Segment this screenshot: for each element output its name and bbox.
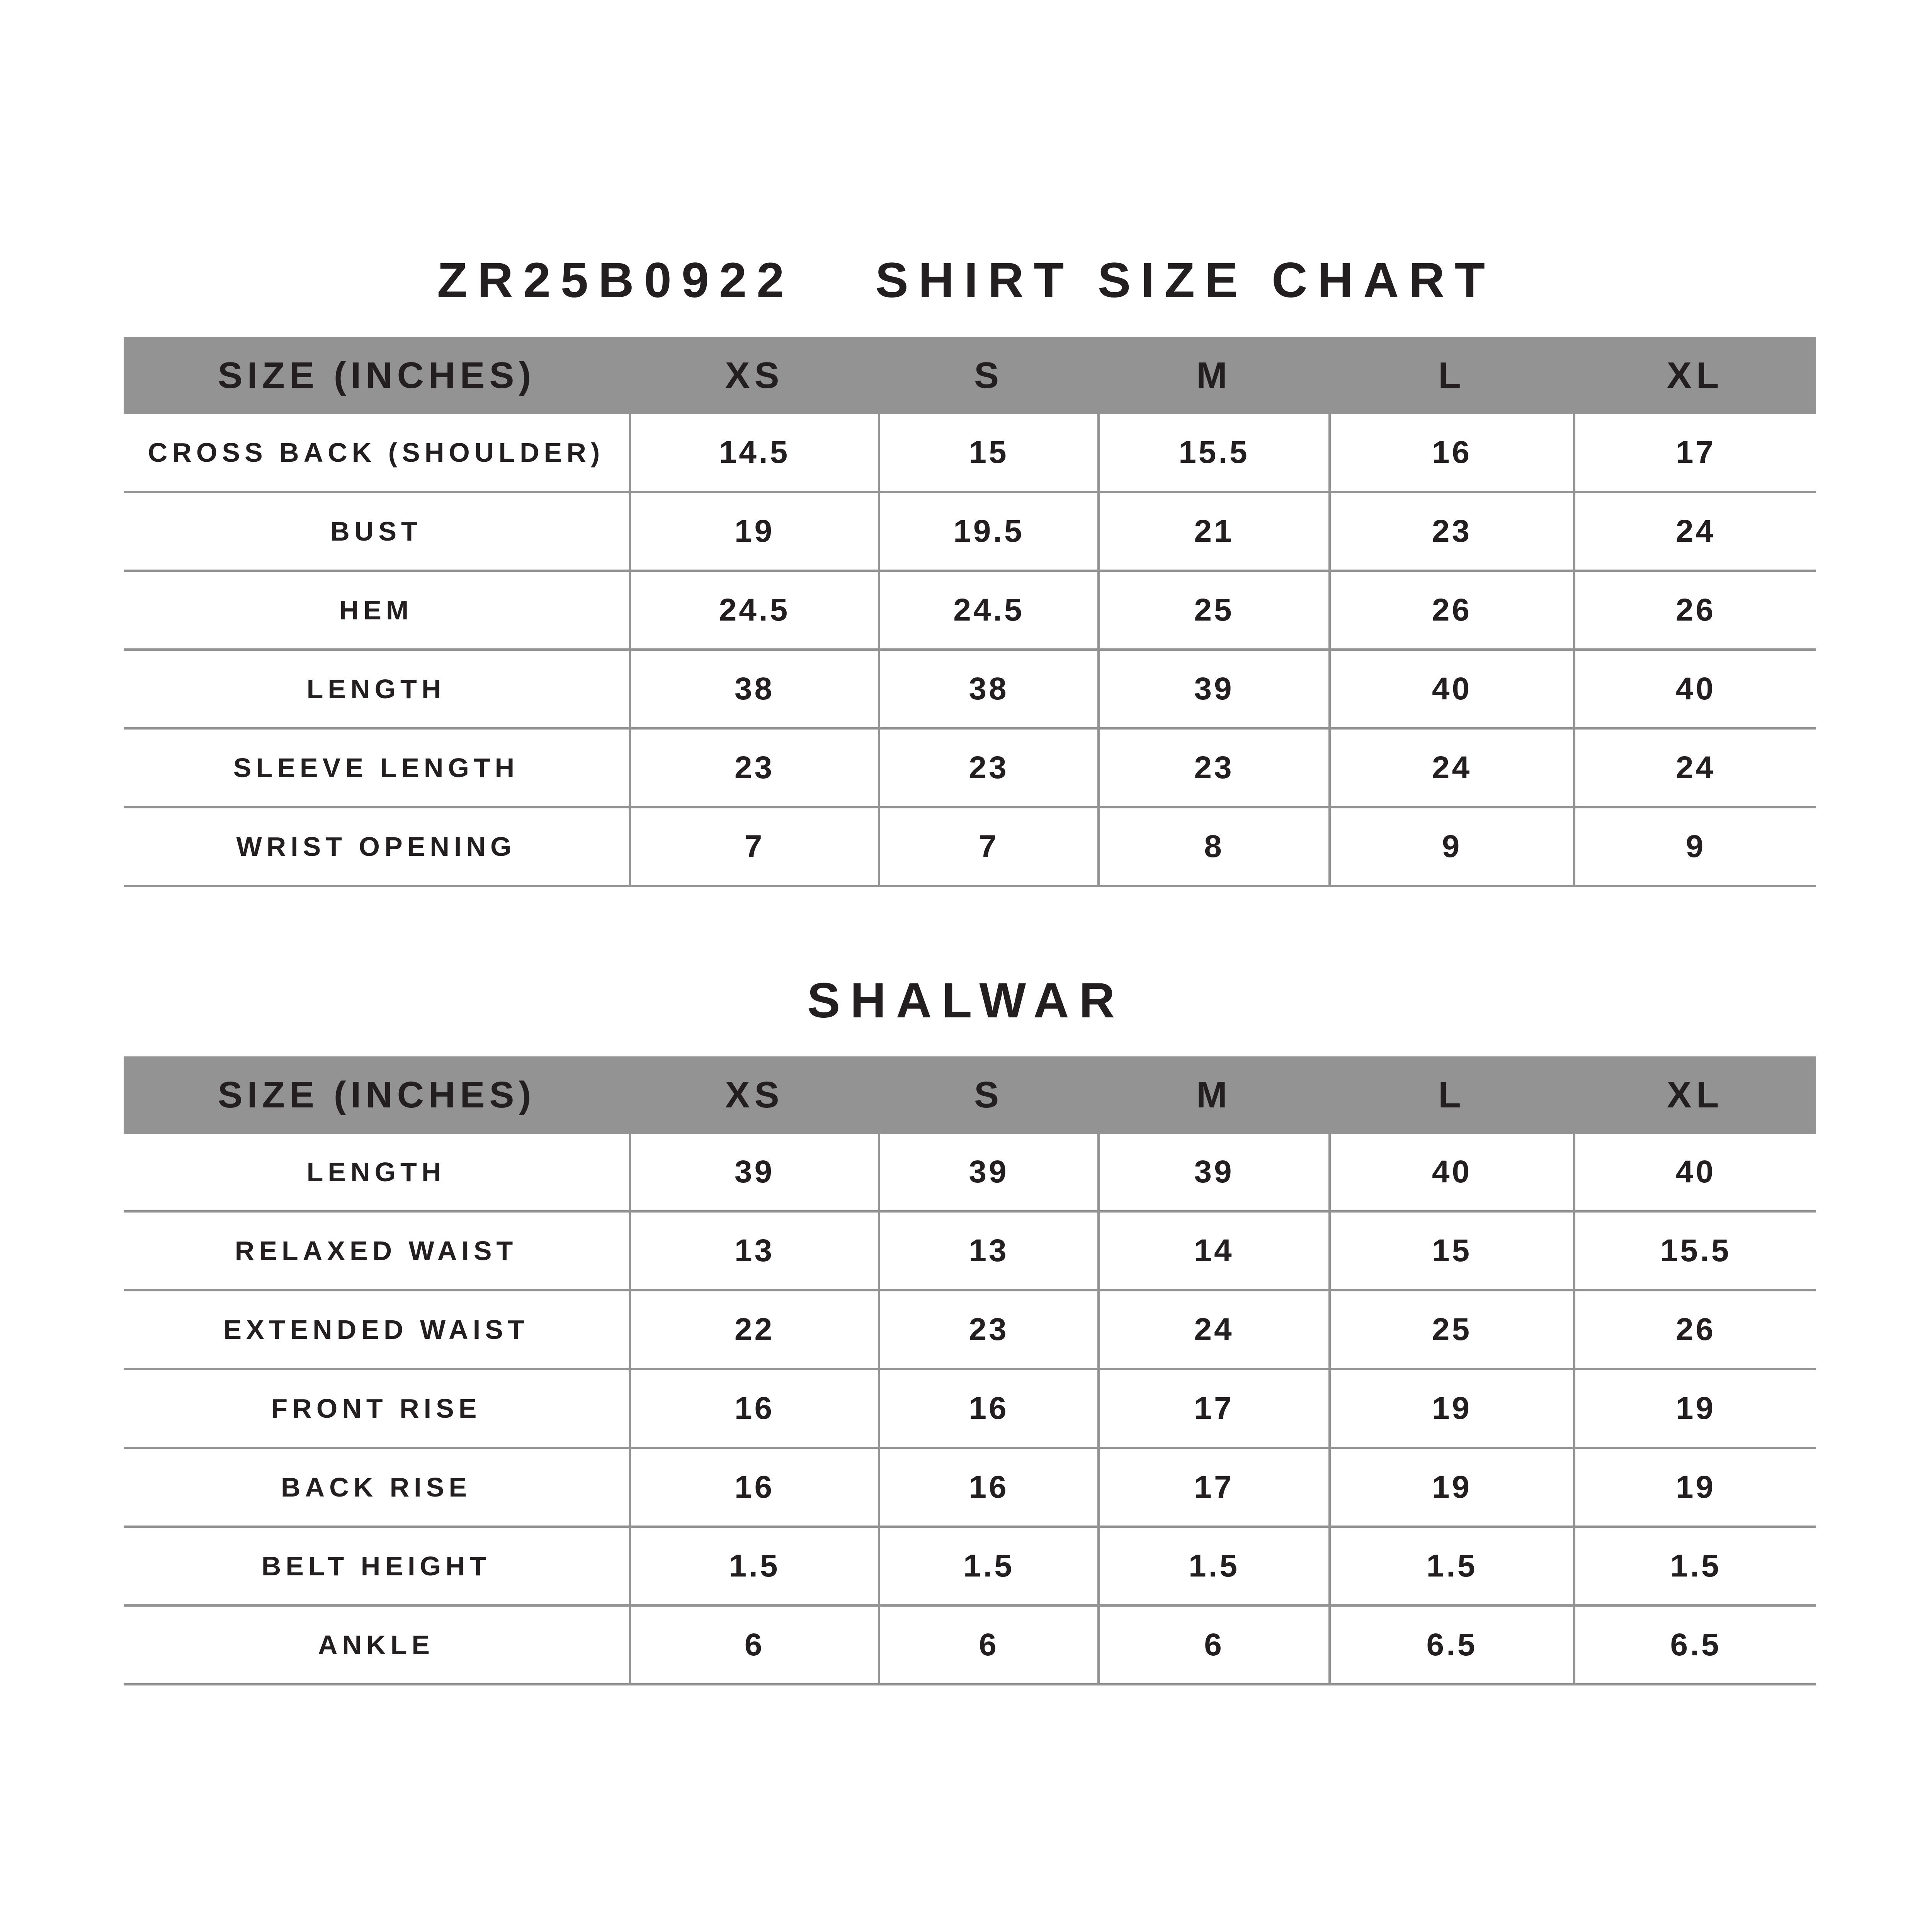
size-s-value: 6 bbox=[879, 1605, 1099, 1684]
size-xs-value: 13 bbox=[630, 1211, 879, 1290]
header-row bbox=[124, 1056, 1816, 1134]
measurement-label: RELAXED WAIST bbox=[124, 1211, 630, 1290]
size-m-value: 6 bbox=[1099, 1605, 1330, 1684]
measurement-label: BACK RISE bbox=[124, 1448, 630, 1527]
size-xl-value: 17 bbox=[1574, 414, 1816, 492]
size-xl-value: 1.5 bbox=[1574, 1527, 1816, 1605]
size-xs-value: 19 bbox=[630, 492, 879, 571]
shalwar-chart-title bbox=[0, 973, 1932, 1028]
table-row bbox=[124, 1369, 1816, 1448]
table-row bbox=[124, 1211, 1816, 1290]
size-xl-value: 19 bbox=[1574, 1369, 1816, 1448]
size-l-value: 40 bbox=[1330, 1134, 1574, 1211]
size-l-value: 26 bbox=[1330, 571, 1574, 650]
size-l-value: 40 bbox=[1330, 650, 1574, 728]
measurement-label: SLEEVE LENGTH bbox=[124, 728, 630, 807]
measurement-label: BELT HEIGHT bbox=[124, 1527, 630, 1605]
table-row bbox=[124, 1605, 1816, 1684]
size-m-value: 17 bbox=[1099, 1448, 1330, 1527]
shirt-size-table bbox=[124, 337, 1816, 887]
measurement-label: CROSS BACK (SHOULDER) bbox=[124, 414, 630, 492]
size-xl-value: 26 bbox=[1574, 571, 1816, 650]
size-m-value: 39 bbox=[1099, 1134, 1330, 1211]
size-s-value: 23 bbox=[879, 1290, 1099, 1369]
size-xs-value: 16 bbox=[630, 1369, 879, 1448]
size-xl-value: 26 bbox=[1574, 1290, 1816, 1369]
size-xl-value: 24 bbox=[1574, 492, 1816, 571]
size-s-value: 38 bbox=[879, 650, 1099, 728]
measurement-label: BUST bbox=[124, 492, 630, 571]
table-row bbox=[124, 807, 1816, 886]
size-xs-value: 1.5 bbox=[630, 1527, 879, 1605]
size-m-value: 23 bbox=[1099, 728, 1330, 807]
product-code: ZR25B0922 bbox=[437, 253, 794, 308]
measurement-label: ANKLE bbox=[124, 1605, 630, 1684]
size-xl-header: XL bbox=[1574, 337, 1816, 414]
table-row bbox=[124, 571, 1816, 650]
size-m-value: 15.5 bbox=[1099, 414, 1330, 492]
size-m-value: 14 bbox=[1099, 1211, 1330, 1290]
size-column-header: SIZE (INCHES) bbox=[124, 1056, 630, 1134]
size-l-value: 9 bbox=[1330, 807, 1574, 886]
size-s-value: 1.5 bbox=[879, 1527, 1099, 1605]
table-row bbox=[124, 650, 1816, 728]
size-l-value: 15 bbox=[1330, 1211, 1574, 1290]
size-s-header: S bbox=[879, 337, 1099, 414]
size-l-value: 16 bbox=[1330, 414, 1574, 492]
size-xs-value: 16 bbox=[630, 1448, 879, 1527]
table-row bbox=[124, 414, 1816, 492]
size-s-value: 13 bbox=[879, 1211, 1099, 1290]
size-m-value: 17 bbox=[1099, 1369, 1330, 1448]
size-xs-value: 24.5 bbox=[630, 571, 879, 650]
table-row bbox=[124, 1448, 1816, 1527]
shirt-table-body bbox=[124, 414, 1816, 886]
size-xs-value: 39 bbox=[630, 1134, 879, 1211]
size-xs-value: 7 bbox=[630, 807, 879, 886]
size-m-header: M bbox=[1099, 1056, 1330, 1134]
shirt-chart-title bbox=[0, 253, 1932, 308]
size-xl-value: 9 bbox=[1574, 807, 1816, 886]
shalwar-title-text: SHALWAR bbox=[807, 973, 1125, 1028]
size-m-value: 8 bbox=[1099, 807, 1330, 886]
size-s-value: 19.5 bbox=[879, 492, 1099, 571]
size-xl-header: XL bbox=[1574, 1056, 1816, 1134]
size-m-value: 25 bbox=[1099, 571, 1330, 650]
size-xs-value: 6 bbox=[630, 1605, 879, 1684]
measurement-label: EXTENDED WAIST bbox=[124, 1290, 630, 1369]
size-l-value: 6.5 bbox=[1330, 1605, 1574, 1684]
size-m-value: 39 bbox=[1099, 650, 1330, 728]
size-xl-value: 24 bbox=[1574, 728, 1816, 807]
size-xs-value: 22 bbox=[630, 1290, 879, 1369]
shalwar-size-table bbox=[124, 1056, 1816, 1685]
shirt-table-header bbox=[124, 337, 1816, 414]
size-xl-value: 6.5 bbox=[1574, 1605, 1816, 1684]
size-m-value: 24 bbox=[1099, 1290, 1330, 1369]
measurement-label: FRONT RISE bbox=[124, 1369, 630, 1448]
table-row bbox=[124, 1134, 1816, 1211]
table-row bbox=[124, 492, 1816, 571]
table-row bbox=[124, 1527, 1816, 1605]
measurement-label: HEM bbox=[124, 571, 630, 650]
size-s-value: 15 bbox=[879, 414, 1099, 492]
header-row bbox=[124, 337, 1816, 414]
size-l-value: 1.5 bbox=[1330, 1527, 1574, 1605]
shalwar-table-body bbox=[124, 1134, 1816, 1684]
size-l-value: 23 bbox=[1330, 492, 1574, 571]
size-s-value: 16 bbox=[879, 1369, 1099, 1448]
size-xl-value: 40 bbox=[1574, 1134, 1816, 1211]
size-l-value: 19 bbox=[1330, 1369, 1574, 1448]
table-row bbox=[124, 1290, 1816, 1369]
shirt-title-text: SHIRT SIZE CHART bbox=[875, 253, 1495, 308]
size-xs-header: XS bbox=[630, 1056, 879, 1134]
shalwar-table-header bbox=[124, 1056, 1816, 1134]
size-xs-header: XS bbox=[630, 337, 879, 414]
size-s-value: 23 bbox=[879, 728, 1099, 807]
size-l-value: 24 bbox=[1330, 728, 1574, 807]
size-m-value: 21 bbox=[1099, 492, 1330, 571]
measurement-label: LENGTH bbox=[124, 650, 630, 728]
size-xs-value: 14.5 bbox=[630, 414, 879, 492]
size-s-header: S bbox=[879, 1056, 1099, 1134]
size-s-value: 24.5 bbox=[879, 571, 1099, 650]
size-xl-value: 19 bbox=[1574, 1448, 1816, 1527]
size-s-value: 16 bbox=[879, 1448, 1099, 1527]
measurement-label: LENGTH bbox=[124, 1134, 630, 1211]
size-l-value: 25 bbox=[1330, 1290, 1574, 1369]
size-l-header: L bbox=[1330, 1056, 1574, 1134]
size-xs-value: 23 bbox=[630, 728, 879, 807]
table-row bbox=[124, 728, 1816, 807]
size-m-value: 1.5 bbox=[1099, 1527, 1330, 1605]
size-s-value: 7 bbox=[879, 807, 1099, 886]
size-l-header: L bbox=[1330, 337, 1574, 414]
size-xl-value: 15.5 bbox=[1574, 1211, 1816, 1290]
size-column-header: SIZE (INCHES) bbox=[124, 337, 630, 414]
measurement-label: WRIST OPENING bbox=[124, 807, 630, 886]
size-xs-value: 38 bbox=[630, 650, 879, 728]
size-m-header: M bbox=[1099, 337, 1330, 414]
size-xl-value: 40 bbox=[1574, 650, 1816, 728]
size-l-value: 19 bbox=[1330, 1448, 1574, 1527]
size-s-value: 39 bbox=[879, 1134, 1099, 1211]
